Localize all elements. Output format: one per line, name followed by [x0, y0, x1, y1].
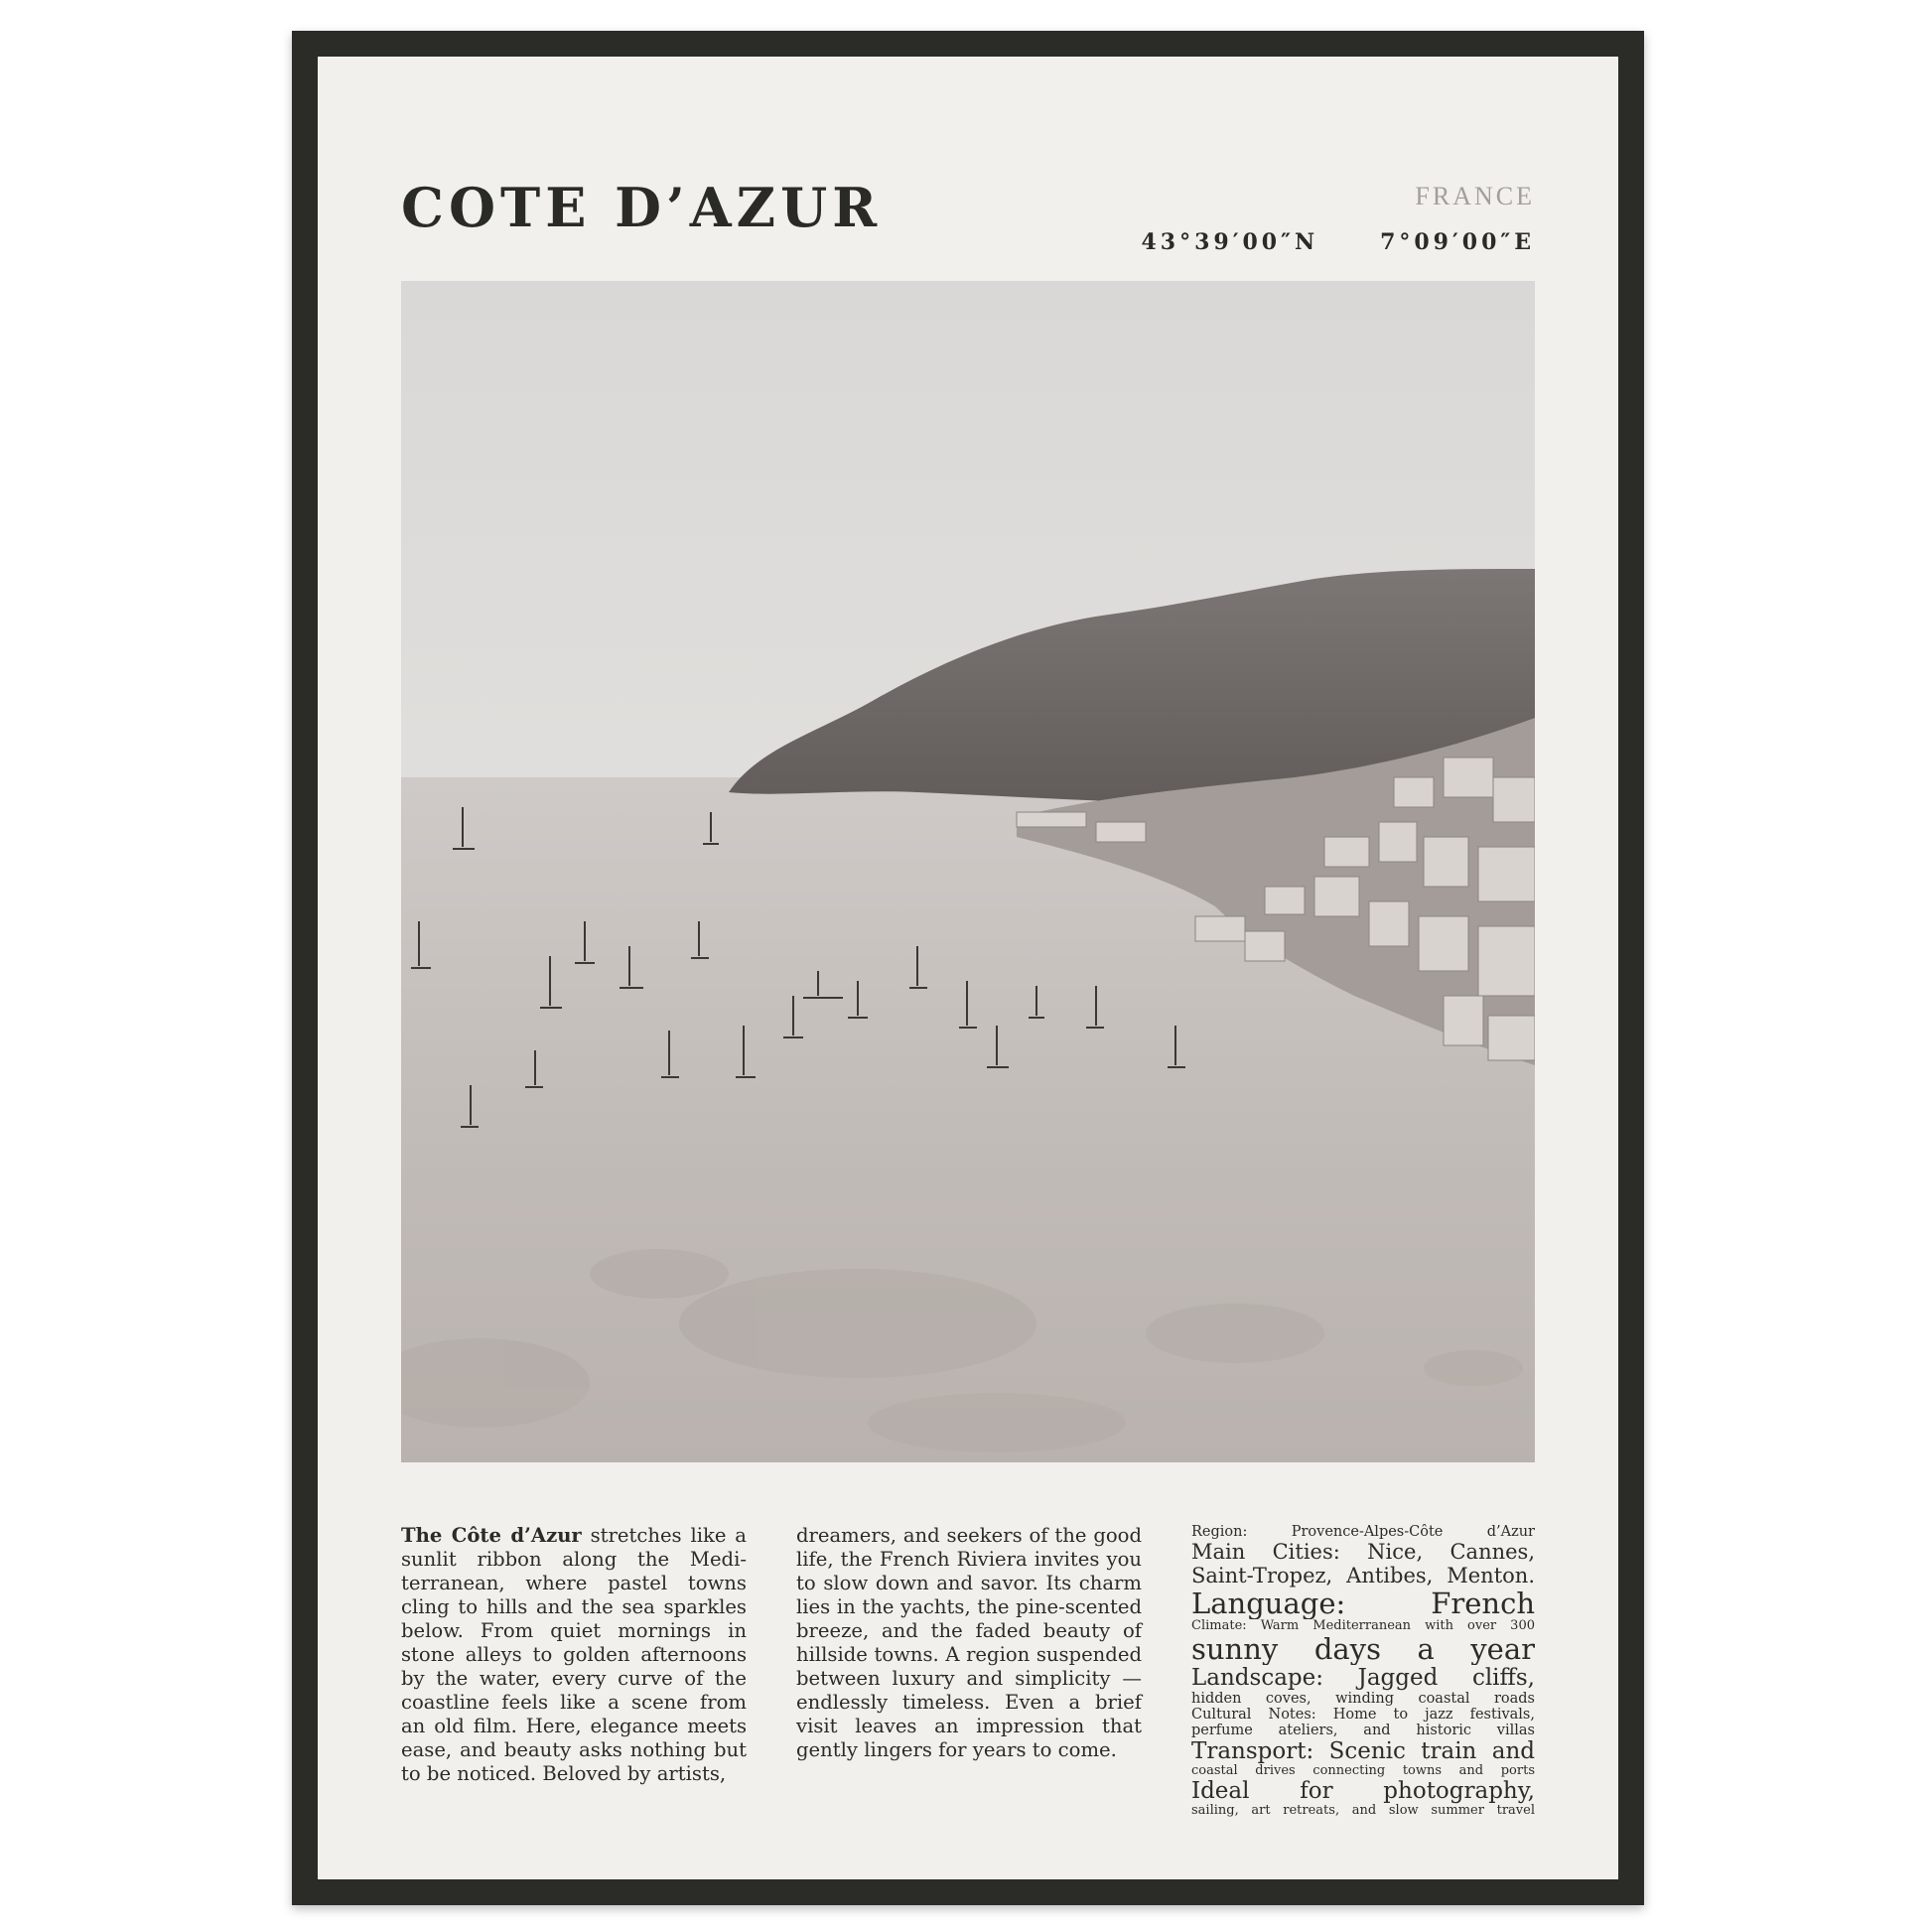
coastline-photo — [401, 281, 1535, 1462]
longitude: 7°09′00″E — [1380, 229, 1535, 255]
fact-line: sailing, art retreats, and slow summer travel — [1191, 1804, 1535, 1818]
description-column-1 — [401, 1524, 747, 1786]
poster-title: COTE D’AZUR — [401, 176, 883, 239]
poster-paper — [318, 57, 1618, 1879]
intro-bold: The Côte d’Azur — [401, 1524, 582, 1547]
fact-line: hidden coves, winding coastal roads — [1191, 1691, 1535, 1707]
fact-line: Landscape: Jagged cliffs, — [1191, 1665, 1535, 1691]
fact-line: Main Cities: Nice, Cannes, — [1191, 1540, 1535, 1564]
country-label: FRANCE — [1415, 182, 1535, 210]
fact-line: Language: French — [1191, 1587, 1535, 1619]
fact-line: Transport: Scenic train and — [1191, 1738, 1535, 1764]
fact-line: Cultural Notes: Home to jazz festivals, — [1191, 1707, 1535, 1723]
fact-line: sunny days a year — [1191, 1633, 1535, 1665]
fact-line: Region: Provence-Alpes-Côte d’Azur — [1191, 1524, 1535, 1540]
poster-frame — [292, 31, 1644, 1905]
intro-text: stretches like a sunlit ribbon along the Mediterranean, where pastel towns cling to hills and the sea sparkles below. From quiet mornings in stone alleys to golden afternoons by the water, every curve of the coastline feels like a scene from an old film. Here, elegance meets ease, and beauty asks nothing but to be noticed. Beloved by artists, — [401, 1524, 747, 1785]
fact-line: perfume ateliers, and historic villas — [1191, 1723, 1535, 1738]
coordinates — [1141, 229, 1535, 255]
facts-block — [1191, 1524, 1535, 1818]
fact-line: coastal drives connecting towns and ports — [1191, 1764, 1535, 1778]
fact-line: Climate: Warm Mediterranean with over 300 — [1191, 1619, 1535, 1633]
fact-line: Ideal for photography, — [1191, 1778, 1535, 1804]
fact-line: Saint-Tropez, Antibes, Menton. — [1191, 1564, 1535, 1587]
description-column-2: dreamers, and seekers of the good life, the French Riviera invites you to slow down and savor. Its charm lies in the yachts, the pine-scented breeze, and the faded beauty of hillside towns. A region suspended between luxury and simplicity — endlessly timeless. Even a brief visit leaves an impression that gently lingers for years to come. — [796, 1524, 1142, 1761]
latitude: 43°39′00″N — [1141, 229, 1319, 255]
